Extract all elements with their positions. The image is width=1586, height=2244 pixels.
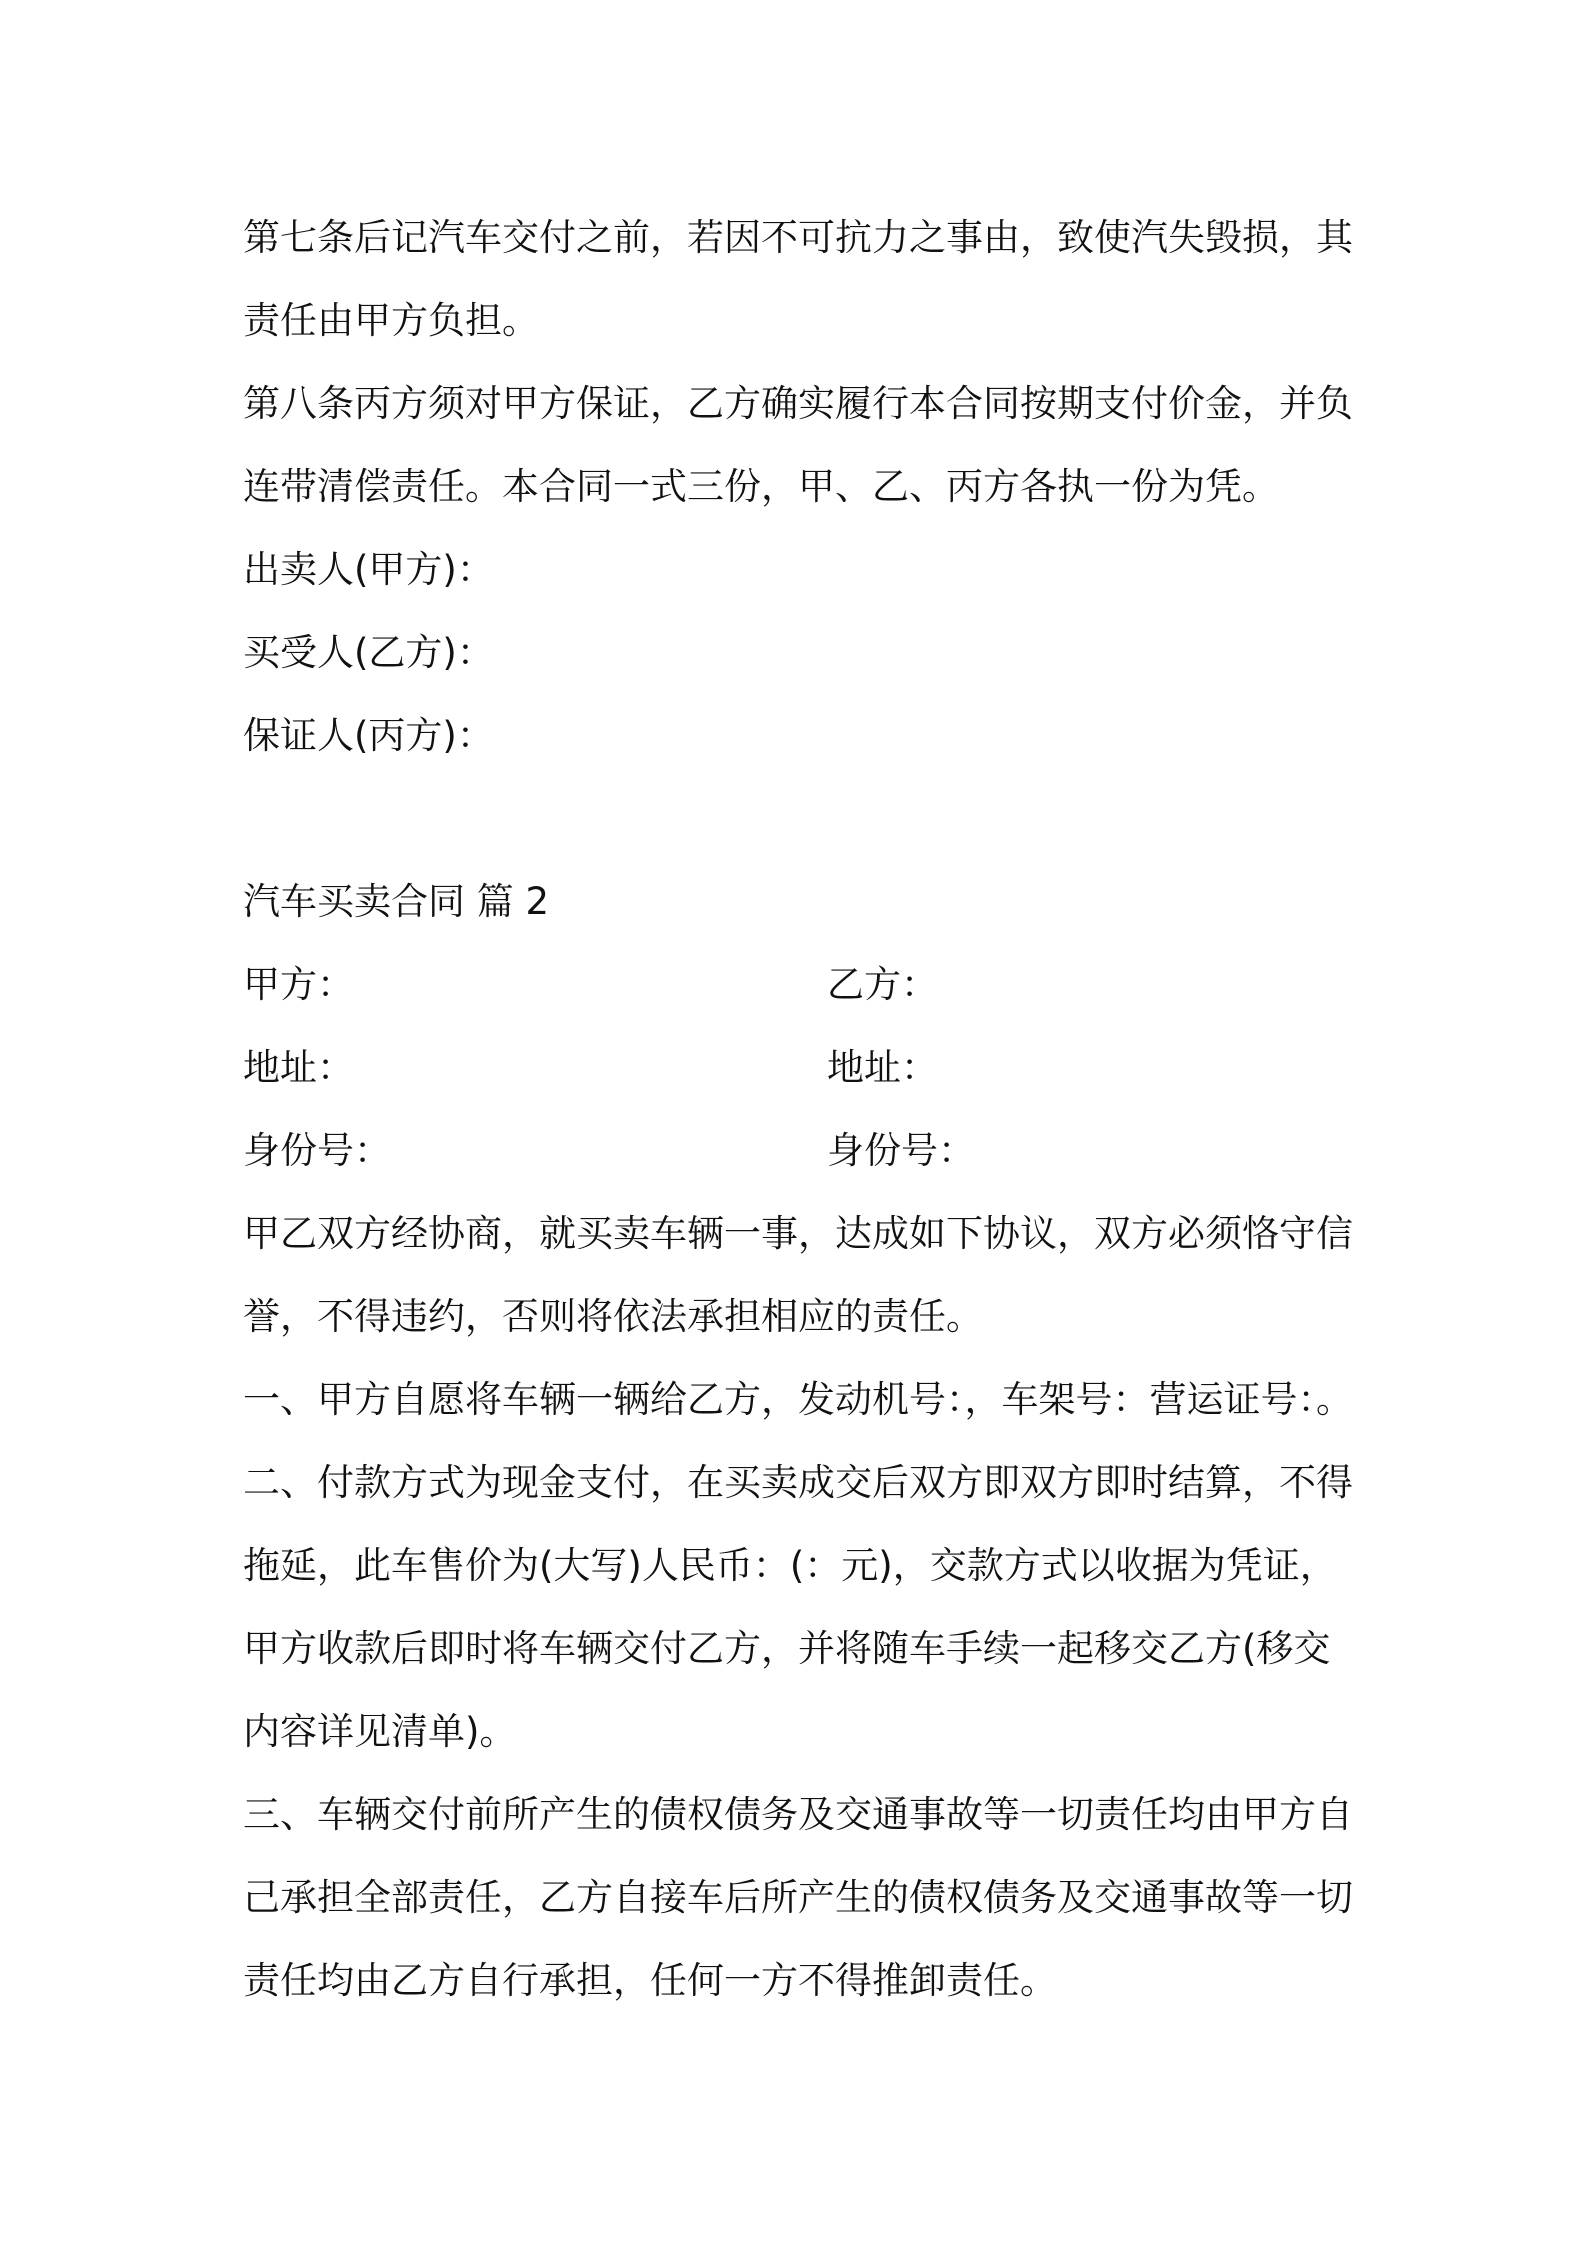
item-3-line-3: 责任均由乙方自行承担，任何一方不得推卸责任。: [243, 1959, 1057, 2002]
id-b-label: 身份号：: [827, 1129, 975, 1172]
item-2-line-3: 甲方收款后即时将车辆交付乙方，并将随车手续一起移交乙方(移交: [243, 1627, 1331, 1670]
party-row: [243, 943, 1363, 1026]
intro-line-2: 誉，不得违约，否则将依法承担相应的责任。: [243, 1295, 983, 1338]
document-body: [243, 196, 1363, 2022]
party-b-label: 乙方：: [827, 963, 938, 1006]
address-row: [243, 1026, 1363, 1109]
id-a-label: 身份号：: [243, 1129, 391, 1172]
clause-8-line-1: 第八条丙方须对甲方保证，乙方确实履行本合同按期支付价金，并负: [243, 382, 1353, 425]
item-1-line-1: 一、甲方自愿将车辆一辆给乙方，发动机号：，车架号：营运证号：。: [243, 1378, 1353, 1421]
intro-line-1: 甲乙双方经协商，就买卖车辆一事，达成如下协议，双方必须恪守信: [243, 1212, 1353, 1255]
clause-8-line-2: 连带清偿责任。本合同一式三份，甲、乙、丙方各执一份为凭。: [243, 465, 1279, 508]
item-2-line-4: 内容详见清单)。: [243, 1710, 517, 1753]
party-a-label: 甲方：: [243, 963, 354, 1006]
section-title: 汽车买卖合同 篇 2: [243, 880, 550, 923]
clause-7-line-2: 责任由甲方负担。: [243, 299, 539, 342]
seller-signature-label: 出卖人(甲方)：: [243, 548, 494, 591]
address-b-label: 地址：: [827, 1046, 938, 1089]
id-number-row: [243, 1109, 1363, 1192]
item-2-line-2: 拖延，此车售价为(大写)人民币：(：元)，交款方式以收据为凭证，: [243, 1544, 1337, 1587]
item-3-line-2: 己承担全部责任，乙方自接车后所产生的债权债务及交通事故等一切: [243, 1876, 1353, 1919]
buyer-signature-label: 买受人(乙方)：: [243, 631, 494, 674]
item-3-line-1: 三、车辆交付前所产生的债权债务及交通事故等一切责任均由甲方自: [243, 1793, 1353, 1836]
item-2-line-1: 二、付款方式为现金支付，在买卖成交后双方即双方即时结算，不得: [243, 1461, 1353, 1504]
clause-7-line-1: 第七条后记汽车交付之前，若因不可抗力之事由，致使汽失毁损，其: [243, 216, 1353, 259]
address-a-label: 地址：: [243, 1046, 354, 1089]
guarantor-signature-label: 保证人(丙方)：: [243, 714, 494, 757]
